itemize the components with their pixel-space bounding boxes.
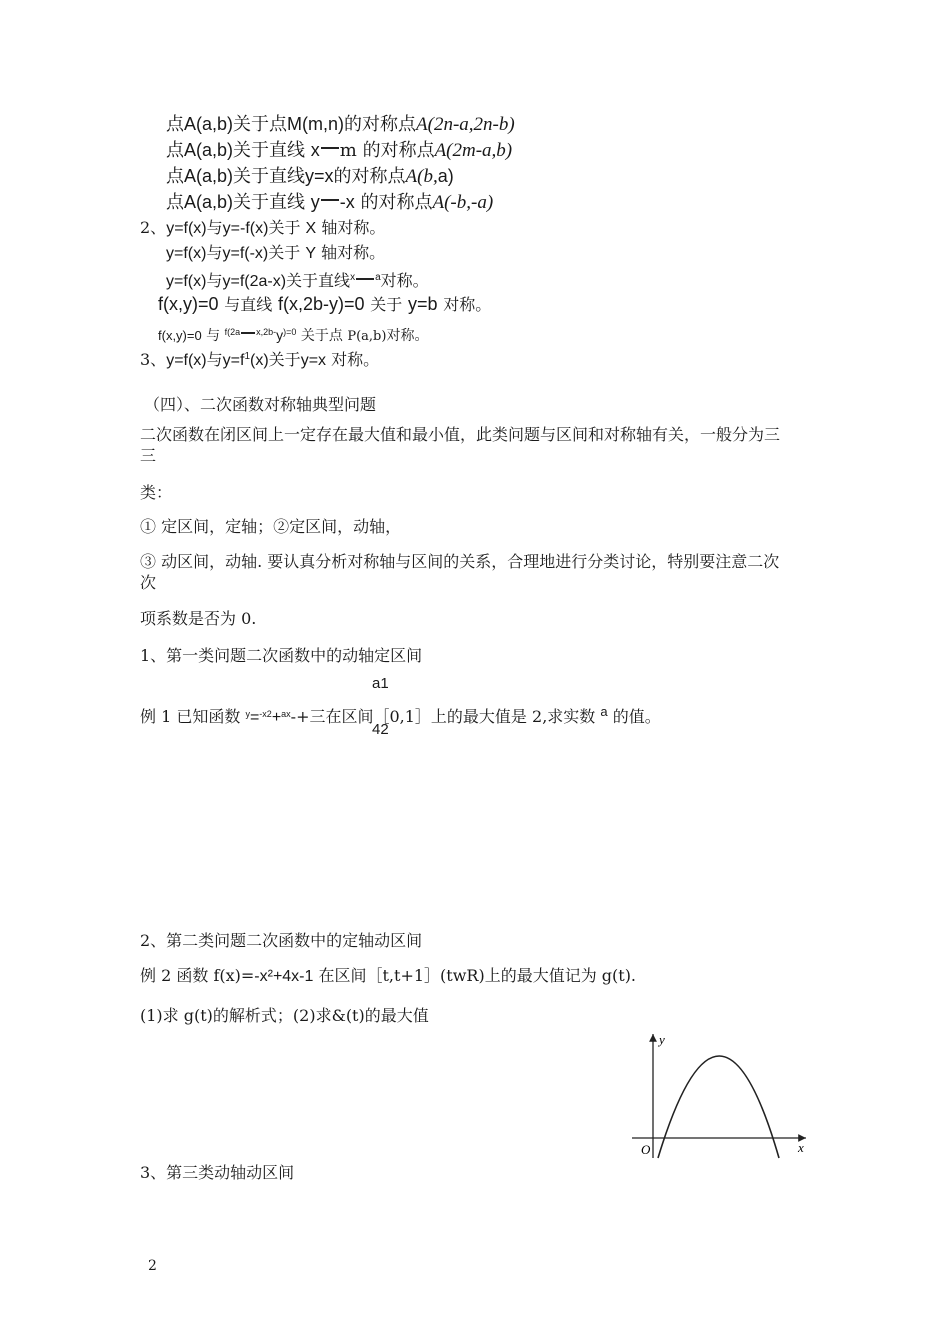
question-2-title: 2、第二类问题二次函数中的定轴动区间 [140,931,423,950]
symmetry-line-4: 点A(a,b)关于直线 y -x 的对称点A(-b,-a) [166,192,494,213]
section-heading: （四）、二次函数对称轴典型问题 [144,395,377,414]
paragraph-4: ③ 动区间，动轴. 要认真分析对称轴与区间的关系，合理地进行分类讨论，特别要注意二次 [140,552,780,571]
item-2-line-1: 2、y=f(x)与y=-f(x)关于 X 轴对称。 [140,218,386,237]
example-2: 例 2 函数 f(x)=-x²+4x-1 在区间［t,t+1］(twR)上的最大值记为 g(t). [140,966,637,985]
parabola-curve [658,1056,779,1158]
question-1-title: 1、第一类问题二次函数中的动轴定区间 [140,646,423,665]
paragraph-5: 项系数是否为 0. [140,609,257,628]
symmetry-line-1: 点A(a,b)关于点M(m,n)的对称点A(2n-a,2n-b) [166,114,515,135]
example-1-fraction-top: a1 [372,675,389,692]
item-2-line-2: y=f(x)与y=f(-x)关于 Y 轴对称。 [166,243,386,262]
equals-bar [241,332,255,340]
item-2-line-5: f(x,y)=0 与 $^{f(2a}$ $^{x,2b-}y^{)=0}$ 关于点 P(a,b)对称。 [158,327,429,344]
item-3-line: 3、y=f(x)与$y=f^1(x)$关于y=x 对称。 [140,350,380,369]
item-2-line-4: f(x,y)=0 与直线 f(x,2b-y)=0 关于 y=b 对称。 [158,294,492,314]
example-1: 例 1 已知函数 $^y$=$^{-x2}$+$^{ax}$-+三在区间［0,1］上的最大值是 2,求实数 $^a$ 的值。 [140,704,661,726]
equals-bar [321,199,339,207]
symmetry-line-3: 点A(a,b)关于直线y=x的对称点A(b,a) [166,166,454,187]
parabola-graph [628,1030,812,1160]
x-axis-label: x [798,1140,804,1155]
symmetry-line-2: 点A(a,b)关于直线 x m 的对称点A(2m-a,b) [166,140,513,161]
paragraph-2: 类： [140,483,173,502]
example-2-subquestions: (1)求 g(t)的解析式；(2)求&(t)的最大值 [140,1006,429,1025]
origin-label: O [641,1142,651,1157]
equals-bar [356,278,374,286]
item-2-line-3: y=f(x)与y=f(2a-x)关于直线$^x$ $^a$对称。 [166,271,429,290]
equals-bar [321,147,339,155]
example-1-fraction-bottom: 42 [372,721,389,738]
paragraph-1-wrap: 三 [140,446,157,465]
question-3-title: 3、第三类动轴动区间 [140,1163,295,1182]
paragraph-3: ① 定区间，定轴；②定区间，动轴， [140,517,402,536]
page-number: 2 [148,1258,157,1274]
y-axis-label: y [659,1032,665,1047]
paragraph-4-wrap: 次 [140,573,157,592]
paragraph-1: 二次函数在闭区间上一定存在最大值和最小值，此类问题与区间和对称轴有关，一般分为三 [140,425,781,444]
